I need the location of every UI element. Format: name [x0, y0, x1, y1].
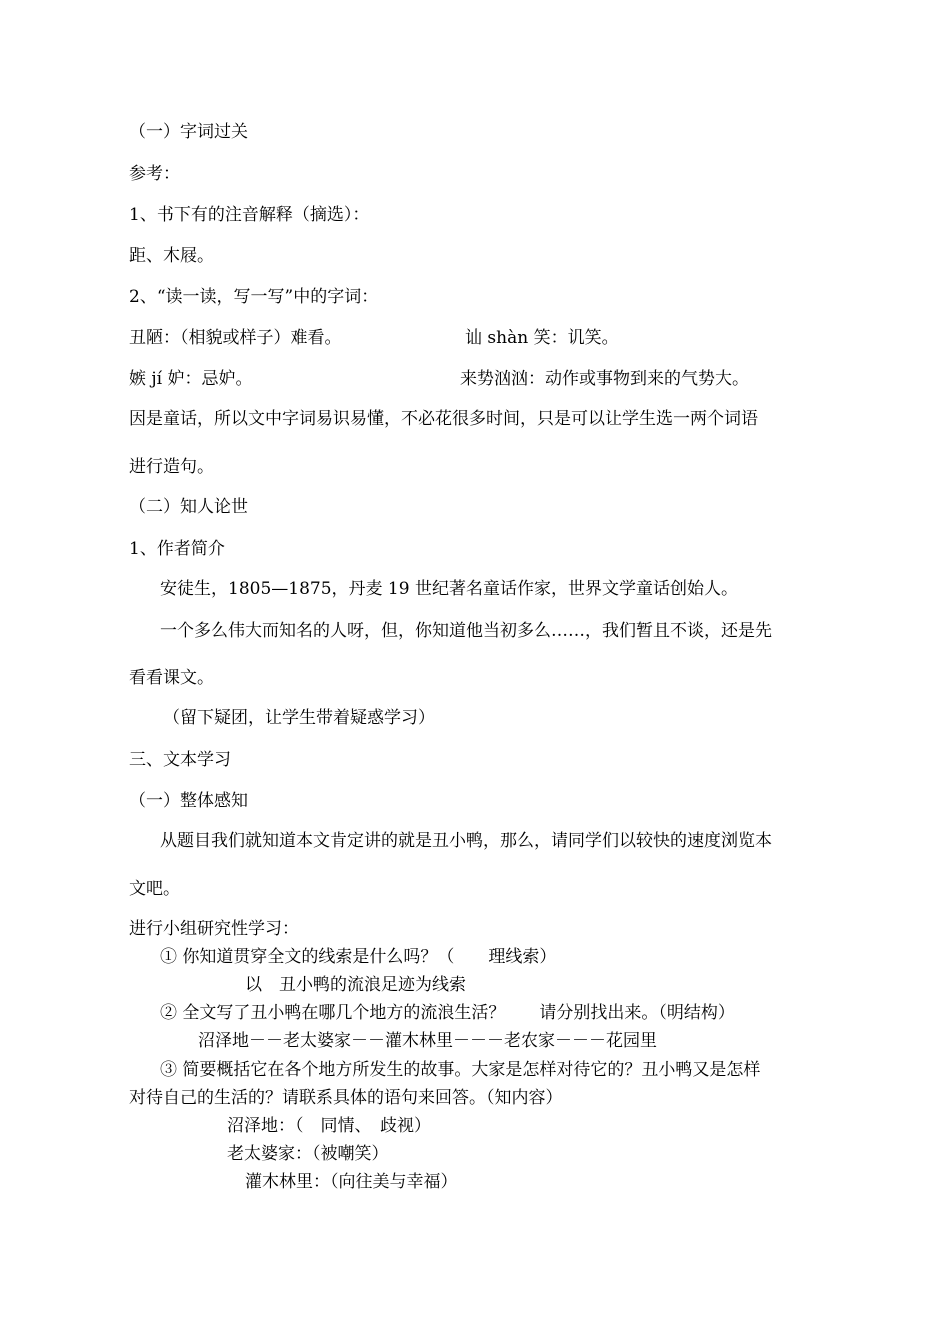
- text-word-chouxian: 丑陋：（相貌或样子）难看。: [129, 328, 342, 348]
- text-author-intro-heading: 1、作者简介: [129, 539, 225, 559]
- text-paragraph-vocab-note-cont: 进行造句。: [129, 457, 214, 477]
- text-item-1-heading: 1、书下有的注音解释（摘选）：: [129, 205, 370, 225]
- text-overview-paragraph: 从题目我们就知道本文肯定讲的就是丑小鸭，那么，请同学们以较快的速度浏览本: [160, 831, 772, 851]
- text-word-shanxiao: 讪 shàn 笑：讥笑。: [465, 328, 619, 348]
- text-author-paragraph: 一个多么伟大而知名的人呀，但，你知道他当初多么……，我们暂且不谈，还是先: [160, 621, 772, 641]
- text-answer-3-old-woman: 老太婆家：（被嘲笑）: [227, 1144, 389, 1164]
- text-question-1: ① 你知道贯穿全文的线索是什么吗？（ 理线索）: [160, 947, 557, 967]
- text-reference-label: 参考：: [129, 164, 180, 184]
- text-word-laishi: 来势汹汹：动作或事物到来的气势大。: [460, 369, 749, 389]
- text-question-2: ② 全文写了丑小鸭在哪几个地方的流浪生活？ 请分别找出来。（明结构）: [160, 1003, 735, 1023]
- text-author-bio: 安徒生，1805—1875，丹麦 19 世纪著名童话作家，世界文学童话创始人。: [160, 579, 738, 599]
- text-answer-1: 以 丑小鸭的流浪足迹为线索: [245, 975, 466, 995]
- text-question-3-cont: 对待自己的生活的？请联系具体的语句来回答。（知内容）: [129, 1088, 563, 1108]
- text-item-1-words: 距、木屐。: [129, 246, 214, 266]
- text-question-3: ③ 简要概括它在各个地方所发生的故事。大家是怎样对待它的？丑小鸭又是怎样: [160, 1060, 761, 1080]
- section-heading-overview: （一）整体感知: [129, 791, 248, 811]
- section-heading-vocabulary: （一）字词过关: [129, 122, 248, 142]
- text-paragraph-vocab-note: 因是童话，所以文中字词易识易懂，不必花很多时间，只是可以让学生选一两个词语: [129, 409, 758, 429]
- text-answer-2: 沼泽地－－老太婆家－－灌木林里－－－老农家－－－花园里: [198, 1031, 657, 1051]
- text-answer-3-swamp: 沼泽地：（ 同情、 歧视）: [227, 1116, 431, 1136]
- text-group-study-heading: 进行小组研究性学习：: [129, 919, 299, 939]
- text-word-jidu: 嫉 jí 妒：忌妒。: [129, 369, 253, 389]
- text-item-2-heading: 2、“读一读，写一写”中的字词：: [129, 287, 379, 307]
- section-heading-author: （二）知人论世: [129, 497, 248, 517]
- text-answer-3-shrubs: 灌木林里：（向往美与幸福）: [245, 1172, 458, 1192]
- section-heading-text-study: 三、文本学习: [129, 750, 231, 770]
- text-author-paragraph-cont: 看看课文。: [129, 668, 214, 688]
- text-suspense-note: （留下疑团，让学生带着疑惑学习）: [163, 708, 435, 728]
- text-overview-paragraph-cont: 文吧。: [129, 879, 180, 899]
